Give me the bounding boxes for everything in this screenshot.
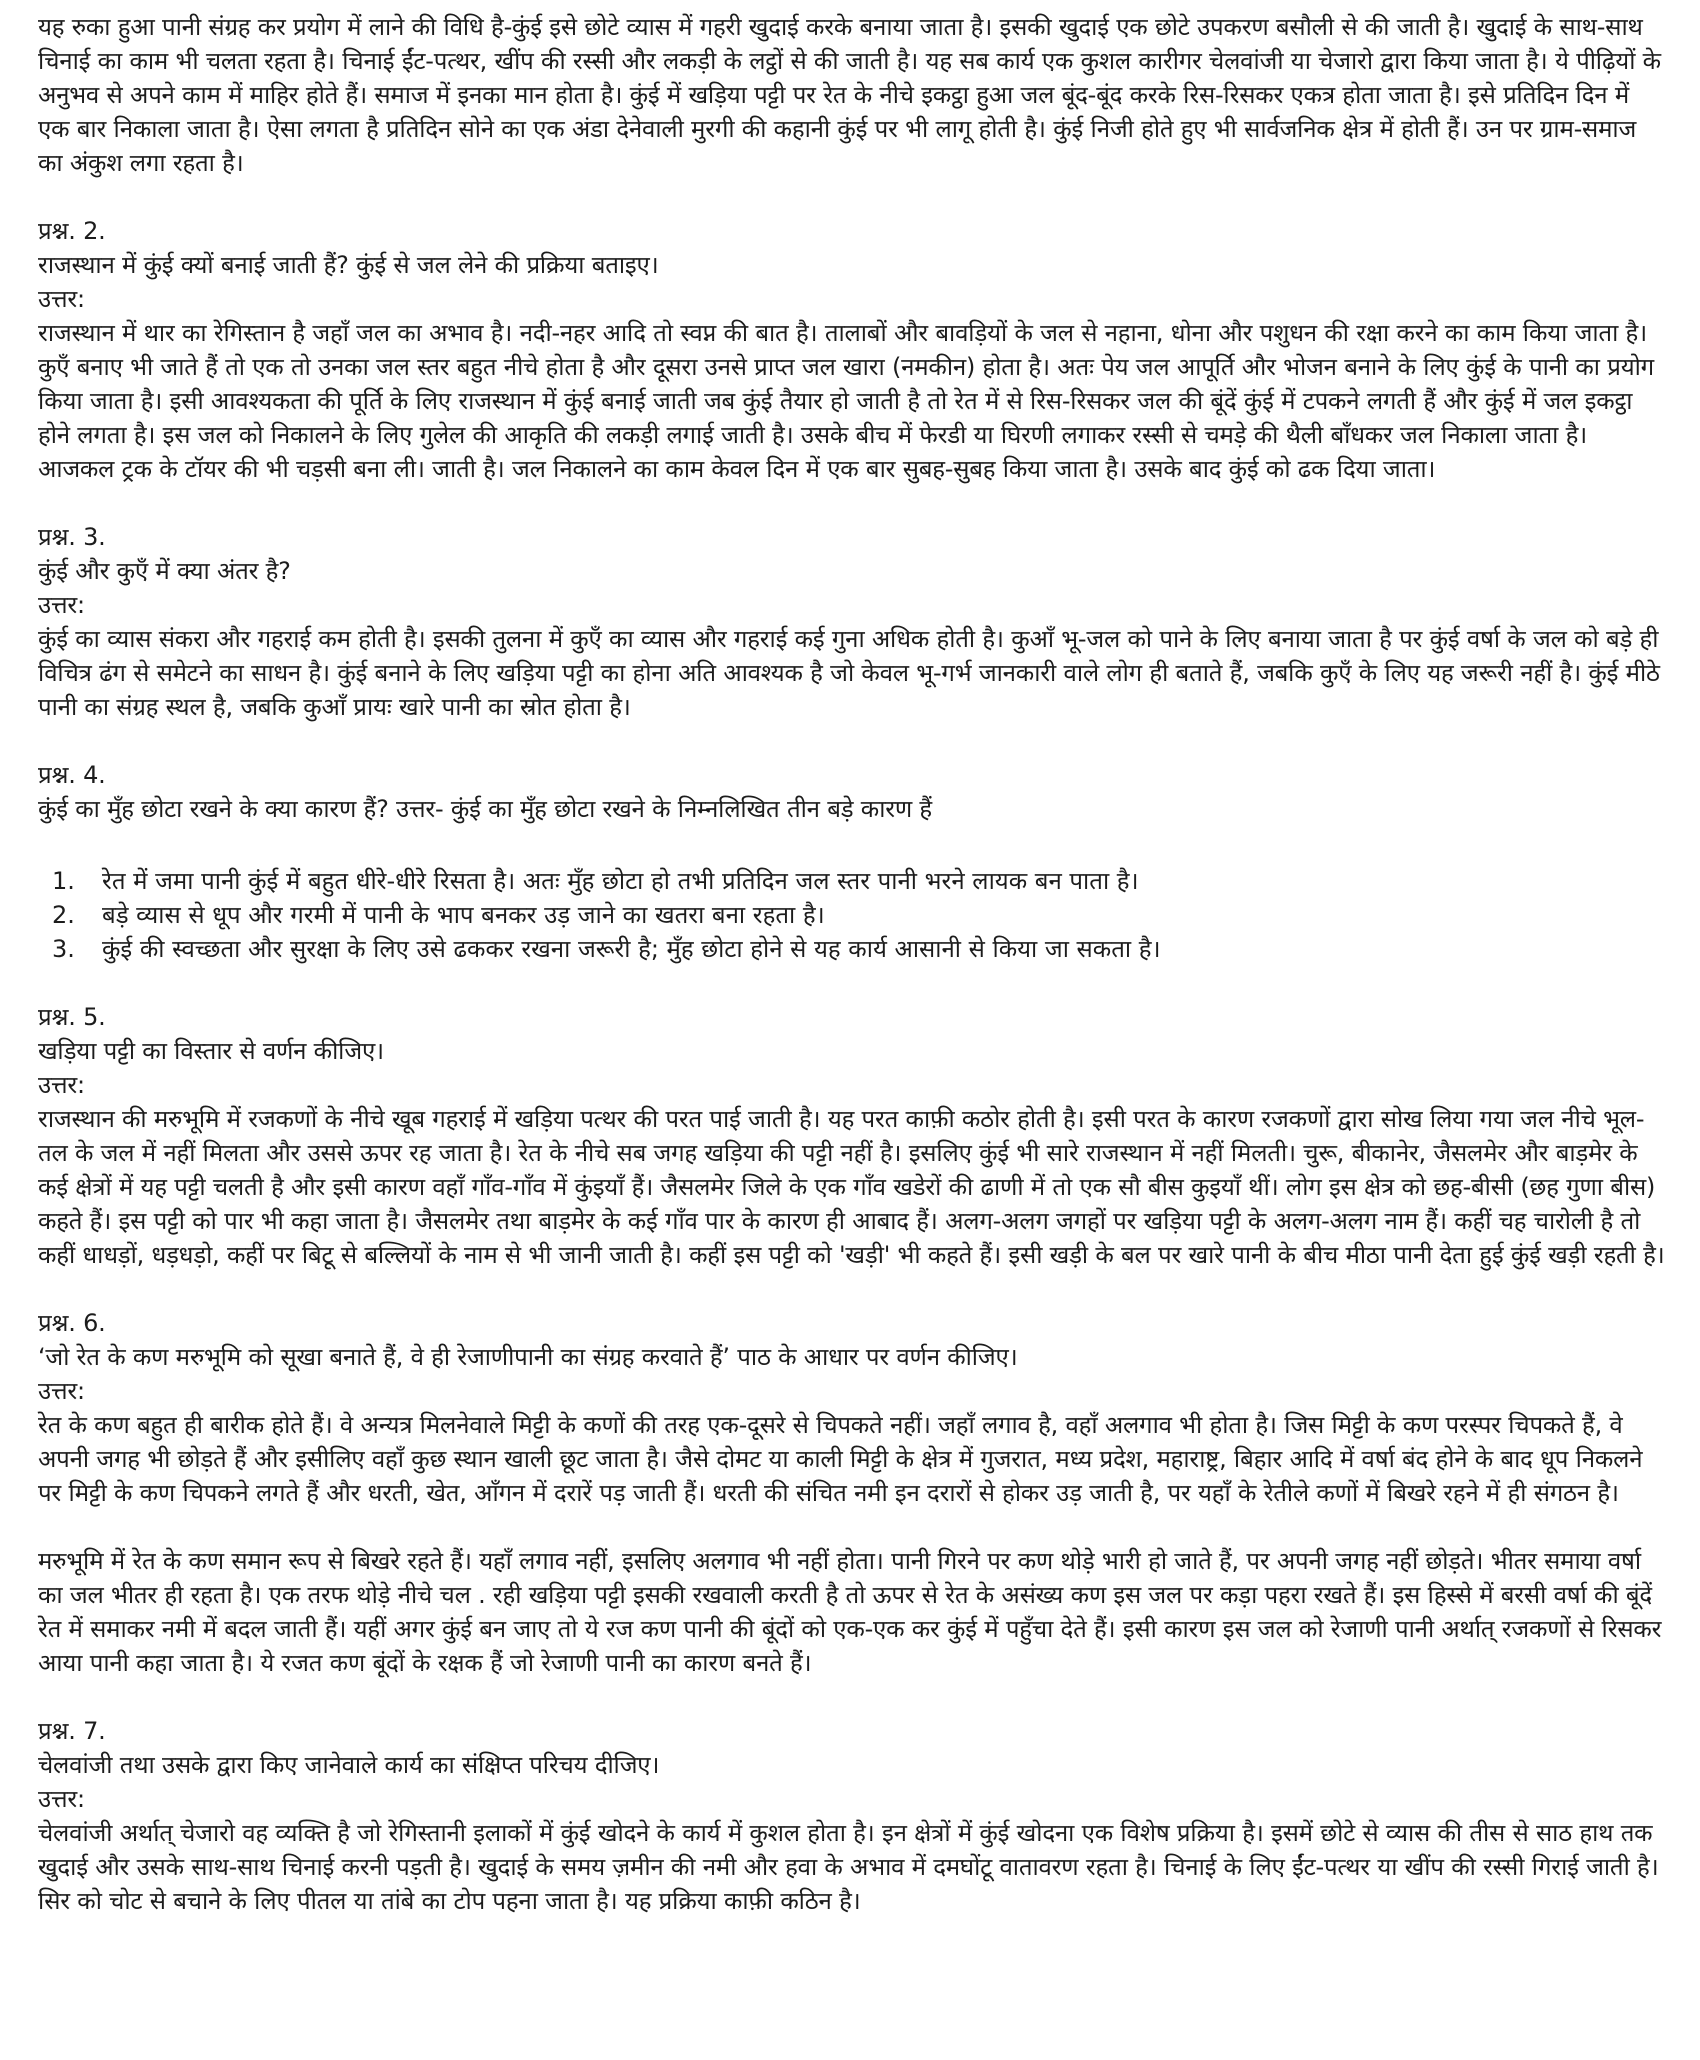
- answer-label: उत्तर:: [38, 1785, 85, 1813]
- list-item: [38, 898, 1666, 932]
- question-number: प्रश्न. 3.: [38, 523, 106, 551]
- answer-text: चेलवांजी अर्थात् चेजारो वह व्यक्ति है जो रेगिस्तानी इलाकों में कुंई खोदने के कार्य में कुशल होता है। इन क्षेत्रों में कुंई खोदना एक विशेष प्रक्रिया है। इसमें छोटे से व्यास की तीस से साठ हाथ तक खुदाई और उसके साथ-साथ चिनाई करनी पड़ती है। खुदाई के समय ज़मीन की नमी और हवा के अभाव में दमघोंटू वातावरण रहता है। चिनाई के लिए ईंट-पत्थर या खींप की रस्सी गिराई जाती है। सिर को चोट से बचाने के लिए पीतल या तांबे का टोप पहना जाता है। यह प्रक्रिया काफ़ी कठिन है।: [38, 1819, 1659, 1915]
- question-4: [38, 758, 1666, 966]
- answer-text: कुंई का व्यास संकरा और गहराई कम होती है। इसकी तुलना में कुएँ का व्यास और गहराई कई गुना अधिक होती है। कुआँ भू-जल को पाने के लिए बनाया जाता है पर कुंई वर्षा के जल को बड़े ही विचित्र ढंग से समेटने का साधन है। कुंई बनाने के लिए खड़िया पट्टी का होना अति आवश्यक है जो केवल भू-गर्भ जानकारी वाले लोग ही बताते हैं, जबकि कुएँ के लिए यह जरूरी नहीं है। कुंई मीठे पानी का संग्रह स्थल है, जबकि कुआँ प्रायः खारे पानी का स्रोत होता है।: [38, 625, 1660, 721]
- question-number: प्रश्न. 7.: [38, 1717, 106, 1745]
- answer-label: उत्तर:: [38, 591, 85, 619]
- question-number: प्रश्न. 2.: [38, 217, 106, 245]
- question-text: कुंई और कुएँ में क्या अंतर है?: [38, 557, 291, 585]
- list-item-number: 2.: [52, 901, 75, 929]
- question-6: [38, 1306, 1666, 1680]
- list-item-text: रेत में जमा पानी कुंई में बहुत धीरे-धीरे रिसता है। अतः मुँह छोटा हो तभी प्रतिदिन जल स्तर पानी भरने लायक बन पाता है।: [102, 867, 1139, 895]
- question-5: [38, 1000, 1666, 1272]
- answer-text: राजस्थान की मरुभूमि में रजकणों के नीचे खूब गहराई में खड़िया पत्थर की परत पाई जाती है। यह परत काफ़ी कठोर होती है। इसी परत के कारण रजकणों द्वारा सोख लिया गया जल नीचे भूल-तल के जल में नहीं मिलता और उससे ऊपर रह जाता है। रेत के नीचे सब जगह खड़िया की पट्टी नहीं है। इसलिए कुंई भी सारे राजस्थान में नहीं मिलती। चुरू, बीकानेर, जैसलमेर और बाड़मेर के कई क्षेत्रों में यह पट्टी चलती है और इसी कारण वहाँ गाँव-गाँव में कुंइयाँ हैं। जैसलमेर जिले के एक गाँव खडेरों की ढाणी में तो एक सौ बीस कुइयाँ थीं। लोग इस क्षेत्र को छह-बीसी (छह गुणा बीस) कहते हैं। इस पट्टी को पार भी कहा जाता है। जैसलमेर तथा बाड़मेर के कई गाँव पार के कारण ही आबाद हैं। अलग-अलग जगहों पर खड़िया पट्टी के अलग-अलग नाम हैं। कहीं चह चारोली है तो कहीं धाधड़ों, धड़धड़ो, कहीं पर बिटू से बल्लियों के नाम से भी जानी जाती है। कहीं इस पट्टी को 'खड़ी' भी कहते हैं। इसी खड़ी के बल पर खारे पानी के बीच मीठा पानी देता हुई कुंई खड़ी रहती है।: [38, 1105, 1665, 1269]
- answer-label: उत्तर:: [38, 1071, 85, 1099]
- answer-label: उत्तर:: [38, 1377, 85, 1405]
- question-number: प्रश्न. 4.: [38, 761, 106, 789]
- list-item-number: 1.: [52, 867, 75, 895]
- question-3: [38, 520, 1666, 724]
- question-7: [38, 1714, 1666, 1918]
- question-2: [38, 214, 1666, 486]
- list-item: [38, 932, 1666, 966]
- list-item-text: कुंई की स्वच्छता और सुरक्षा के लिए उसे ढककर रखना जरूरी है; मुँह छोटा होने से यह कार्य आसानी से किया जा सकता है।: [102, 935, 1161, 963]
- list-item: [38, 864, 1666, 898]
- list-item-number: 3.: [52, 935, 75, 963]
- question-text: कुंई का मुँह छोटा रखने के क्या कारण हैं? उत्तर- कुंई का मुँह छोटा रखने के निम्नलिखित तीन बड़े कारण हैं: [38, 795, 932, 823]
- answer-text: राजस्थान में थार का रेगिस्तान है जहाँ जल का अभाव है। नदी-नहर आदि तो स्वप्न की बात है। तालाबों और बावड़ियों के जल से नहाना, धोना और पशुधन की रक्षा करने का काम किया जाता है। कुएँ बनाए भी जाते हैं तो एक तो उनका जल स्तर बहुत नीचे होता है और दूसरा उनसे प्राप्त जल खारा (नमकीन) होता है। अतः पेय जल आपूर्ति और भोजन बनाने के लिए कुंई के पानी का प्रयोग किया जाता है। इसी आवश्यकता की पूर्ति के लिए राजस्थान में कुंई बनाई जाती जब कुंई तैयार हो जाती है तो रेत में से रिस-रिसकर जल की बूंदें कुंई में टपकने लगती हैं और कुंई में जल इकट्ठा होने लगता है। इस जल को निकालने के लिए गुलेल की आकृति की लकड़ी लगाई जाती है। उसके बीच में फेरडी या घिरणी लगाकर रस्सी से चमड़े की थैली बाँधकर जल निकाला जाता है। आजकल ट्रक के टॉयर की भी चड़सी बना ली। जाती है। जल निकालने का काम केवल दिन में एक बार सुबह-सुबह किया जाता है। उसके बाद कुंई को ढक दिया जाता।: [38, 319, 1654, 483]
- question-number: प्रश्न. 5.: [38, 1003, 106, 1031]
- answer-text: रेत के कण बहुत ही बारीक होते हैं। वे अन्यत्र मिलनेवाले मिट्टी के कणों की तरह एक-दूसरे से चिपकते नहीं। जहाँ लगाव है, वहाँ अलगाव भी होता है। जिस मिट्टी के कण परस्पर चिपकते हैं, वे अपनी जगह भी छोड़ते हैं और इसीलिए वहाँ कुछ स्थान खाली छूट जाता है। जैसे दोमट या काली मिट्टी के क्षेत्र में गुजरात, मध्य प्रदेश, महाराष्ट्र, बिहार आदि में वर्षा बंद होने के बाद धूप निकलने पर मिट्टी के कण चिपकने लगते हैं और धरती, खेत, आँगन में दरारें पड़ जाती हैं। धरती की संचित नमी इन दरारों से होकर उड़ जाती है, पर यहाँ के रेतीले कणों में बिखरे रहने में ही संगठन है।: [38, 1411, 1643, 1507]
- reasons-list: [38, 864, 1666, 966]
- list-item-text: बड़े व्यास से धूप और गरमी में पानी के भाप बनकर उड़ जाने का खतरा बना रहता है।: [102, 901, 825, 929]
- question-number: प्रश्न. 6.: [38, 1309, 106, 1337]
- answer-text: मरुभूमि में रेत के कण समान रूप से बिखरे रहते हैं। यहाँ लगाव नहीं, इसलिए अलगाव भी नहीं होता। पानी गिरने पर कण थोड़े भारी हो जाते हैं, पर अपनी जगह नहीं छोड़ते। भीतर समाया वर्षा का जल भीतर ही रहता है। एक तरफ थोड़े नीचे चल . रही खड़िया पट्टी इसकी रखवाली करती है तो ऊपर से रेत के असंख्य कण इस जल पर कड़ा पहरा रखते हैं। इस हिस्से में बरसी वर्षा की बूंदें रेत में समाकर नमी में बदल जाती हैं। यहीं अगर कुंई बन जाए तो ये रज कण पानी की बूंदों को एक-एक कर कुंई में पहुँचा देते हैं। इसी कारण इस जल को रेजाणी पानी अर्थात् रजकणों से रिसकर आया पानी कहा जाता है। ये रजत कण बूंदों के रक्षक हैं जो रेजाणी पानी का कारण बनते हैं।: [38, 1547, 1662, 1677]
- question-text: चेलवांजी तथा उसके द्वारा किए जानेवाले कार्य का संक्षिप्त परिचय दीजिए।: [38, 1751, 660, 1779]
- intro-paragraph: यह रुका हुआ पानी संग्रह कर प्रयोग में लाने की विधि है-कुंई इसे छोटे व्यास में गहरी खुदाई करके बनाया जाता है। इसकी खुदाई एक छोटे उपकरण बसौली से की जाती है। खुदाई के साथ-साथ चिनाई का काम भी चलता रहता है। चिनाई ईंट-पत्थर, खींप की रस्सी और लकड़ी के लट्ठों से की जाती है। यह सब कार्य एक कुशल कारीगर चेलवांजी या चेजारो द्वारा किया जाता है। ये पीढ़ियों के अनुभव से अपने काम में माहिर होते हैं। समाज में इनका मान होता है। कुंई में खड़िया पट्टी पर रेत के नीचे इकट्ठा हुआ जल बूंद-बूंद करके रिस-रिसकर एकत्र होता जाता है। इसे प्रतिदिन दिन में एक बार निकाला जाता है। ऐसा लगता है प्रतिदिन सोने का एक अंडा देनेवाली मुरगी की कहानी कुंई पर भी लागू होती है। कुंई निजी होते हुए भी सार्वजनिक क्षेत्र में होती हैं। उन पर ग्राम-समाज का अंकुश लगा रहता है।: [38, 13, 1661, 177]
- answer-label: उत्तर:: [38, 285, 85, 313]
- question-text: राजस्थान में कुंई क्यों बनाई जाती हैं? कुंई से जल लेने की प्रक्रिया बताइए।: [38, 251, 659, 279]
- question-text: खड़िया पट्टी का विस्तार से वर्णन कीजिए।: [38, 1037, 384, 1065]
- question-text: ‘जो रेत के कण मरुभूमि को सूखा बनाते हैं, वे ही रेजाणीपानी का संग्रह करवाते हैं’ पाठ के आधार पर वर्णन कीजिए।: [38, 1343, 1018, 1371]
